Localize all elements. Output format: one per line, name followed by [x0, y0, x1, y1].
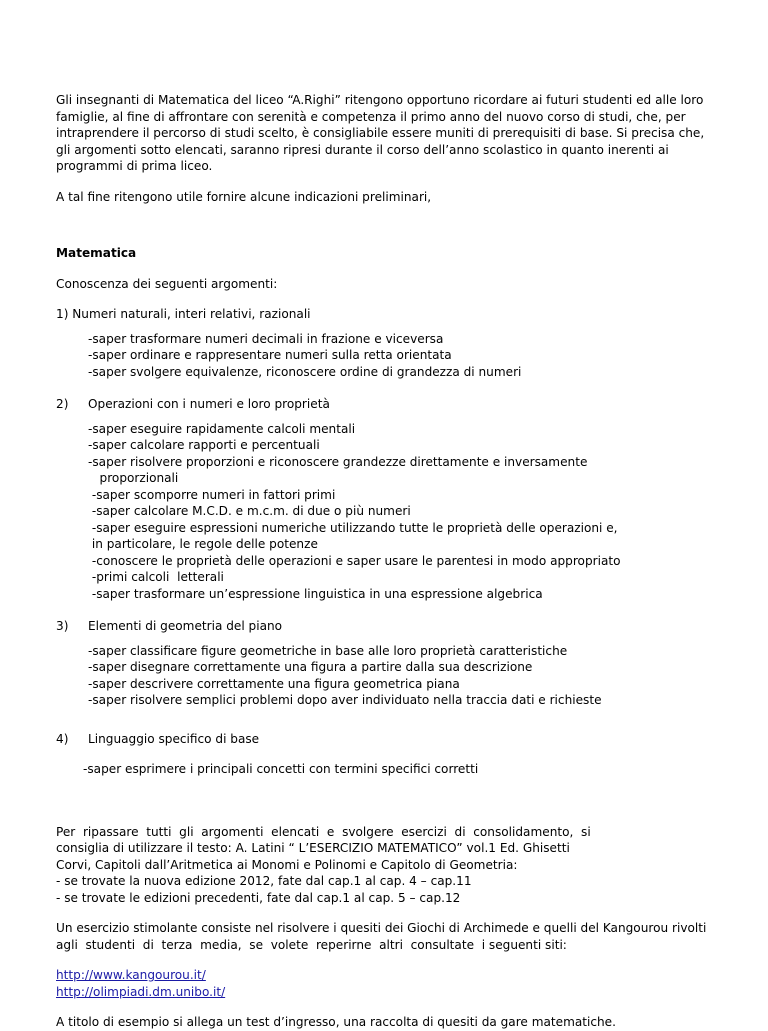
review-paragraph	[56, 824, 716, 907]
section-3-title: Elementi di geometria del piano	[88, 619, 283, 633]
list-item: -saper classificare figure geometriche in base alle loro proprietà caratteristiche	[88, 643, 568, 658]
section-4-number: 4)	[56, 731, 69, 746]
kangourou-link[interactable]: http://www.kangourou.it/	[56, 968, 206, 982]
section-2-list	[88, 421, 716, 603]
links-list	[56, 967, 716, 1000]
subheading: Conoscenza dei seguenti argomenti:	[56, 276, 278, 291]
section-heading: Matematica	[56, 246, 137, 260]
list-item: -saper descrivere correttamente una figura geometrica piana	[88, 676, 460, 691]
review-line: consiglia di utilizzare il testo: A. Latini “ L’ESERCIZIO MATEMATICO” vol.1 Ed. Ghisetti	[56, 841, 570, 855]
review-line: Corvi, Capitoli dall’Aritmetica ai Monomi e Polinomi e Capitolo di Geometria:	[56, 857, 518, 872]
section-3-header	[56, 618, 716, 635]
section-4-list	[83, 761, 716, 778]
olimpiadi-link[interactable]: http://olimpiadi.dm.unibo.it/	[56, 984, 226, 999]
closing-paragraph: A titolo di esempio si allega un test d’ingresso, una raccolta di quesiti da gare matematiche.	[56, 1015, 616, 1029]
list-item: -conoscere le proprietà delle operazioni e saper usare le parentesi in modo appropriato	[88, 553, 621, 568]
document-page	[56, 92, 716, 1031]
list-item: -saper svolgere equivalenze, riconoscere ordine di grandezza di numeri	[88, 364, 522, 379]
list-item: -saper eseguire espressioni numeriche utilizzando tutte le proprietà delle operazioni e,	[88, 520, 618, 535]
section-2-number: 2)	[56, 397, 69, 411]
review-line: Per ripassare tutti gli argomenti elencati e svolgere esercizi di consolidamento, si	[56, 824, 591, 839]
list-item: -saper ordinare e rappresentare numeri sulla retta orientata	[88, 348, 452, 362]
intro-paragraph-2: A tal fine ritengono utile fornire alcune indicazioni preliminari,	[56, 189, 432, 204]
section-2-title: Operazioni con i numeri e loro proprietà	[88, 397, 330, 411]
list-item: -primi calcoli letterali	[88, 570, 224, 584]
list-item: -saper risolvere semplici problemi dopo aver individuato nella traccia dati e richieste	[88, 693, 602, 707]
section-1-title: 1) Numeri naturali, interi relativi, razionali	[56, 307, 311, 321]
section-4-title: Linguaggio specifico di base	[88, 731, 260, 746]
list-item: -saper trasformare un’espressione linguistica in una espressione algebrica	[88, 586, 543, 601]
review-line: - se trovate la nuova edizione 2012, fate dal cap.1 al cap. 4 – cap.11	[56, 874, 472, 888]
list-item: -saper calcolare M.C.D. e m.c.m. di due o più numeri	[88, 504, 411, 518]
list-item: -saper calcolare rapporti e percentuali	[88, 438, 320, 452]
list-item: proporzionali	[88, 471, 179, 485]
exercise-paragraph: Un esercizio stimolante consiste nel risolvere i quesiti dei Giochi di Archimede e quelli del Kangourou rivolti agli studenti di terza media, se volete reperirne altri consultate i seguenti siti:	[56, 921, 715, 952]
intro-paragraph: Gli insegnanti di Matematica del liceo “A.Righi” ritengono opportuno ricordare ai futuri studenti ed alle loro famiglie, al fine di affrontare con serenità e competenza il primo anno del nuovo corso di studi, che, per intraprendere il percorso di studi scelto, è consigliabile essere muniti di prerequisiti di base. Si precisa che, gli argomenti sotto elencati, saranno ripresi durante il corso dell’anno scolastico in quanto inerenti ai programmi di prima liceo.	[56, 93, 705, 173]
section-1-list	[88, 331, 716, 381]
list-item: -saper scomporre numeri in fattori primi	[88, 487, 336, 502]
list-item: -saper esprimere i principali concetti con termini specifici corretti	[83, 762, 479, 776]
section-4-header	[56, 731, 716, 748]
list-item: in particolare, le regole delle potenze	[88, 537, 318, 551]
section-3-list	[88, 643, 716, 709]
list-item: -saper eseguire rapidamente calcoli mentali	[88, 421, 356, 436]
list-item: -saper trasformare numeri decimali in frazione e viceversa	[88, 331, 444, 346]
section-2-header	[56, 396, 716, 413]
list-item: -saper disegnare correttamente una figura a partire dalla sua descrizione	[88, 660, 533, 674]
list-item: -saper risolvere proporzioni e riconoscere grandezze direttamente e inversamente	[88, 454, 588, 469]
section-3-number: 3)	[56, 619, 69, 633]
review-line: - se trovate le edizioni precedenti, fate dal cap.1 al cap. 5 – cap.12	[56, 890, 461, 905]
